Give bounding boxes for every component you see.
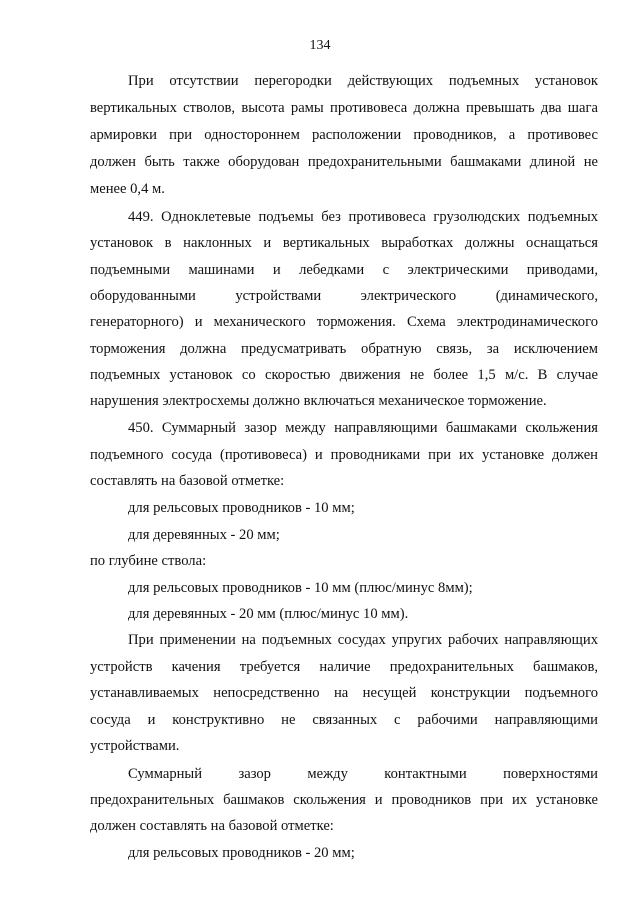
page-number: 134 bbox=[309, 38, 331, 53]
text-line: торможения должна предусматривать обратную связь, за исключением bbox=[90, 341, 598, 357]
text-line: для рельсовых проводников - 10 мм (плюс/минус 8мм); bbox=[128, 580, 473, 596]
text-line: по глубине ствола: bbox=[90, 553, 207, 569]
text-line: Суммарный зазор между контактными поверхностями bbox=[128, 766, 598, 782]
text-line: устройствами. bbox=[90, 738, 180, 754]
text-line: устанавливаемых непосредственно на несущей конструкции подъемного bbox=[90, 685, 598, 701]
text-line: для рельсовых проводников - 10 мм; bbox=[128, 500, 355, 516]
text-line: сосуда и конструктивно не связанных с рабочими направляющими bbox=[90, 712, 598, 728]
text-line: генераторного) и механического торможения. Схема электродинамического bbox=[90, 314, 598, 330]
text-line: менее 0,4 м. bbox=[90, 181, 165, 197]
text-line: При отсутствии перегородки действующих подъемных установок bbox=[128, 73, 598, 89]
text-line: должен быть также оборудован предохранительными башмаками длиной не bbox=[90, 154, 598, 170]
text-line: для деревянных - 20 мм (плюс/минус 10 мм). bbox=[128, 606, 409, 622]
text-line: подъемного сосуда (противовеса) и проводниками при их установке должен bbox=[90, 447, 598, 463]
text-line: устройств качения требуется наличие предохранительных башмаков, bbox=[90, 659, 598, 675]
text-line: оборудованными устройствами электрического (динамического, bbox=[90, 288, 598, 304]
text-line: подъемных установок со скоростью движения не более 1,5 м/с. В случае bbox=[90, 367, 598, 383]
text-line: вертикальных стволов, высота рамы противовеса должна превышать два шага bbox=[90, 100, 598, 116]
text-line: При применении на подъемных сосудах упругих рабочих направляющих bbox=[128, 632, 598, 648]
text-line: установок в наклонных и вертикальных выработках должны оснащаться bbox=[90, 235, 598, 251]
text-line: 450. Суммарный зазор между направляющими башмаками скольжения bbox=[128, 420, 598, 436]
text-line: армировки при одностороннем расположении проводников, а противовес bbox=[90, 127, 598, 143]
text-line: для рельсовых проводников - 20 мм; bbox=[128, 845, 355, 861]
text-line: 449. Одноклетевые подъемы без противовеса грузолюдских подъемных bbox=[128, 209, 598, 225]
text-line: нарушения электросхемы должно включаться механическое торможение. bbox=[90, 393, 547, 409]
text-line: составлять на базовой отметке: bbox=[90, 473, 285, 489]
text-line: для деревянных - 20 мм; bbox=[128, 527, 280, 543]
text-line: предохранительных башмаков скольжения и проводников при их установке bbox=[90, 792, 598, 808]
text-line: должен составлять на базовой отметке: bbox=[90, 818, 334, 834]
text-line: подъемными машинами и лебедками с электрическими приводами, bbox=[90, 262, 598, 278]
